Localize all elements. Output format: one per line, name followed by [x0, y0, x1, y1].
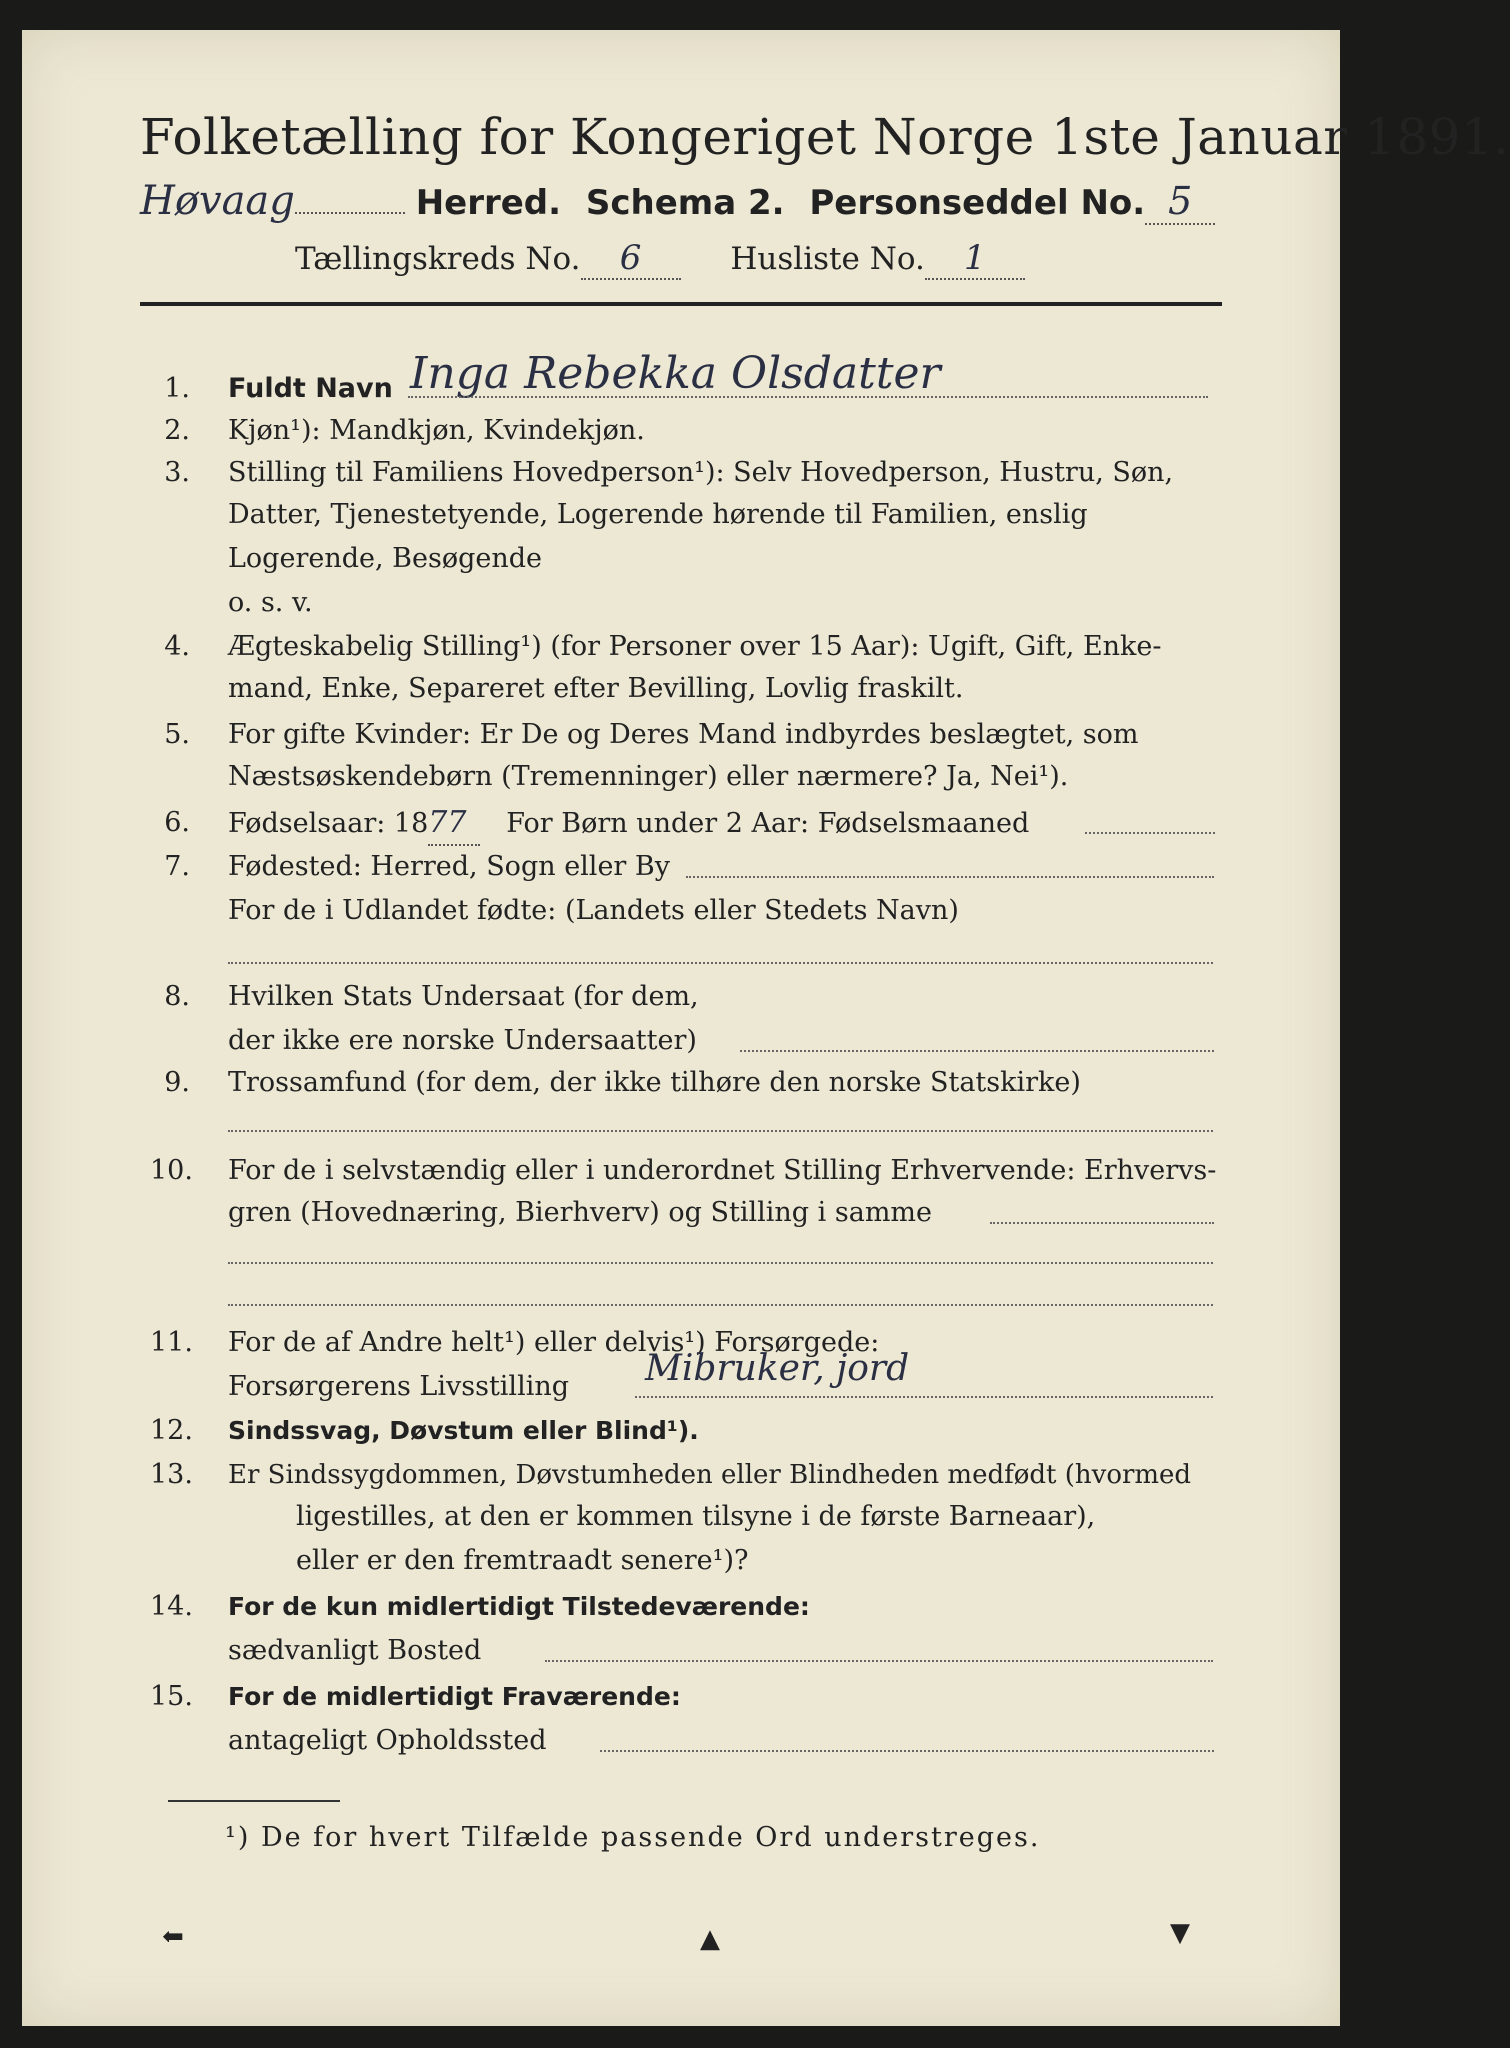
- question-3-line-2: Datter, Tjenestetyende, Logerende hørende til Familien, enslig: [228, 499, 1088, 530]
- question-text: Stilling til Familiens Hovedperson¹): Selv Hovedperson, Hustru, Søn,: [228, 457, 1174, 488]
- question-5-line-2: Næstsøskendebørn (Tremenninger) eller nærmere? Ja, Nei¹).: [228, 761, 1069, 792]
- question-number: 1.: [164, 373, 190, 404]
- answer-line: [408, 396, 1208, 398]
- question-number: 14.: [150, 1591, 193, 1622]
- question-3-line-3: Logerende, Besøgende: [228, 543, 542, 574]
- answer-line: [600, 1750, 1214, 1752]
- birth-month-label: For Børn under 2 Aar: Fødselsmaaned: [506, 808, 1030, 839]
- answer-full-name: Inga Rebekka Olsdatter: [410, 348, 941, 399]
- answer-line: [545, 1660, 1213, 1662]
- schema-label: Schema 2.: [585, 183, 785, 223]
- footnote-divider: [168, 1800, 340, 1802]
- answer-line: [228, 1262, 1213, 1264]
- question-text: Kjøn¹): Mandkjøn, Kvindekjøn.: [228, 415, 645, 446]
- question-text: Fødested: Herred, Sogn eller By: [228, 851, 671, 882]
- birth-year-label: Fødselsaar: 18: [228, 808, 429, 839]
- question-text: Sindssvag, Døvstum eller Blind¹).: [228, 1416, 699, 1445]
- question-text: For de midlertidigt Fraværende:: [228, 1682, 681, 1711]
- header-divider: [140, 302, 1222, 306]
- question-text: For de kun midlertidigt Tilstedeværende:: [228, 1592, 810, 1621]
- herred-handwritten: Høvaag: [140, 178, 295, 224]
- answer-line: [228, 1304, 1213, 1306]
- kreds-value: 6: [581, 238, 681, 280]
- question-text: Trossamfund (for dem, der ikke tilhøre den norske Statskirke): [228, 1067, 1081, 1098]
- question-label: Fuldt Navn: [228, 373, 393, 404]
- question-number: 6.: [164, 807, 190, 838]
- question-number: 10.: [150, 1155, 193, 1186]
- husliste-value: 1: [925, 238, 1025, 280]
- question-13-line-2: ligestilles, at den er kommen tilsyne i de første Barneaar),: [296, 1501, 1096, 1532]
- personseddel-value: 5: [1145, 179, 1215, 225]
- question-text: For de af Andre helt¹) eller delvis¹) Forsørgede:: [228, 1327, 880, 1358]
- question-text: Hvilken Stats Undersaat (for dem,: [228, 981, 699, 1012]
- question-number: 9.: [164, 1067, 190, 1098]
- question-number: 13.: [150, 1459, 193, 1490]
- question-14-line-2: sædvanligt Bosted: [228, 1635, 482, 1666]
- answer-line: [635, 1396, 1213, 1398]
- question-number: 2.: [164, 415, 190, 446]
- question-7-line-2: For de i Udlandet fødte: (Landets eller Stedets Navn): [228, 895, 959, 926]
- answer-provider-occupation: Mibruker, jord: [645, 1348, 910, 1389]
- herred-row: [140, 178, 1220, 225]
- question-15-line-2: antageligt Opholdssted: [228, 1725, 547, 1756]
- question-number: 8.: [164, 981, 190, 1012]
- answer-line: [228, 1130, 1213, 1132]
- answer-line: [990, 1222, 1214, 1224]
- corner-mark: ▼: [1170, 1918, 1190, 1948]
- answer-line: [1085, 832, 1215, 834]
- question-number: 12.: [150, 1415, 193, 1446]
- question-text: [228, 802, 1225, 846]
- question-text: Ægteskabelig Stilling¹) (for Personer over 15 Aar): Ugift, Gift, Enke-: [228, 631, 1162, 662]
- question-number: 5.: [164, 719, 190, 750]
- center-mark: ▲: [700, 1924, 720, 1954]
- question-number: 4.: [164, 631, 190, 662]
- answer-line: [686, 876, 1214, 878]
- question-number: 7.: [164, 851, 190, 882]
- form-title: Folketælling for Kongeriget Norge 1ste Januar 1891.: [140, 108, 1510, 166]
- question-text: Er Sindssygdommen, Døvstumheden eller Blindheden medfødt (hvormed: [228, 1460, 1192, 1490]
- question-text: For de i selvstændig eller i underordnet Stilling Erhvervende: Erhvervs-: [228, 1155, 1217, 1186]
- kreds-row: [295, 238, 1375, 280]
- personseddel-label: Personseddel No.: [809, 183, 1146, 223]
- herred-label: Herred.: [415, 183, 562, 223]
- question-13-line-3: eller er den fremtraadt senere¹)?: [296, 1545, 749, 1576]
- corner-mark: ⬅: [162, 1922, 184, 1952]
- question-10-line-2: gren (Hovednæring, Bierhverv) og Stilling i samme: [228, 1197, 933, 1228]
- question-3-line-4: o. s. v.: [228, 587, 313, 618]
- footnote: ¹) De for hvert Tilfælde passende Ord understreges.: [225, 1822, 1041, 1853]
- kreds-label: Tællingskreds No.: [295, 241, 581, 277]
- question-number: 11.: [150, 1327, 193, 1358]
- question-11-line-2: Forsørgerens Livsstilling: [228, 1371, 570, 1402]
- question-number: 3.: [164, 457, 190, 488]
- question-text: For gifte Kvinder: Er De og Deres Mand indbyrdes beslægtet, som: [228, 719, 1139, 750]
- answer-line: [740, 1050, 1214, 1052]
- dotted-fill: [295, 212, 405, 214]
- question-8-line-2: der ikke ere norske Undersaatter): [228, 1025, 697, 1056]
- question-4-line-2: mand, Enke, Separeret efter Bevilling, Lovlig fraskilt.: [228, 673, 964, 704]
- question-number: 15.: [150, 1681, 193, 1712]
- husliste-label: Husliste No.: [730, 241, 925, 277]
- answer-line: [228, 962, 1213, 964]
- birth-year-answer: 77: [428, 802, 480, 846]
